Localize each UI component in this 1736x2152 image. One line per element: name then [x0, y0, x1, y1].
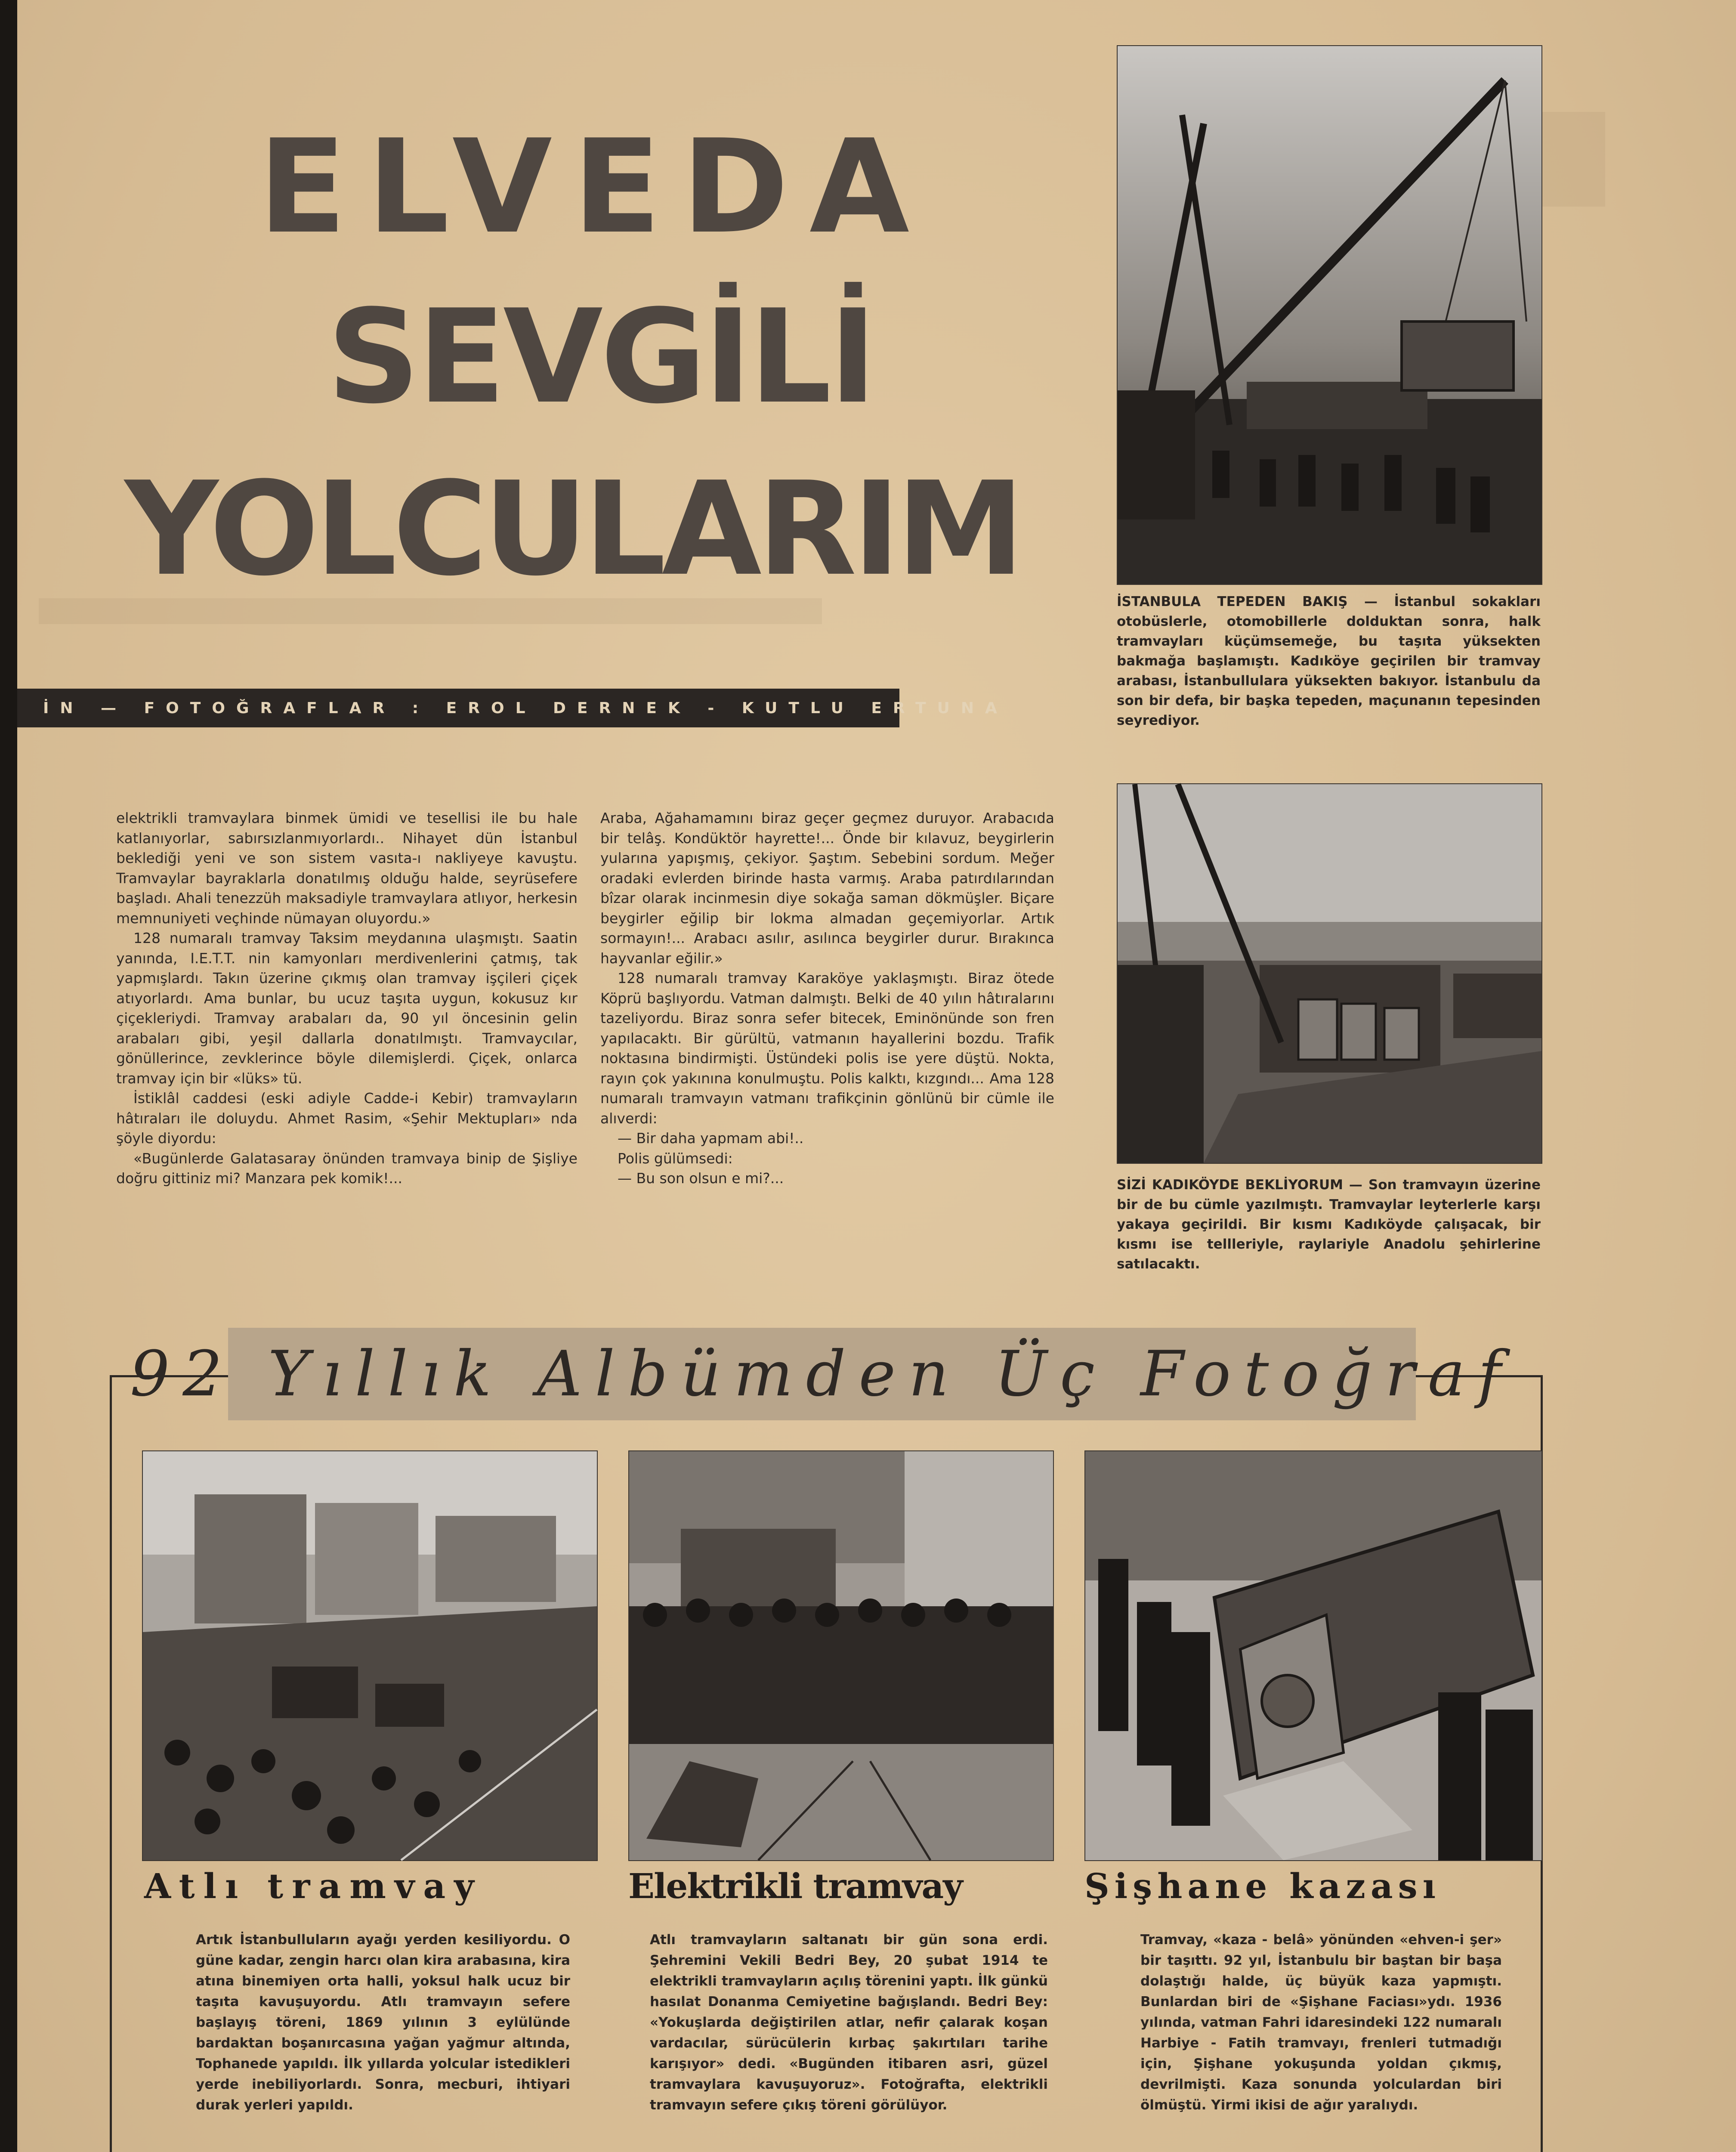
article-paragraph: — Bir daha yapmam abi!..	[618, 1130, 804, 1147]
electric-tram-ceremony-photo	[628, 1450, 1054, 1861]
article-paragraph: «Bugünlerde Galatasaray önünden tramvaya binip de Şişliye doğru gittiniz mi? Manzara pek komik!...	[116, 1150, 578, 1187]
headline-line-1: ELVEDA	[258, 112, 930, 262]
album-text-sishane-kazasi: Tramvay, «kaza - belâ» yönünden «ehven-i şer» bir taşıttı. 92 yıl, İstanbulu bir baştan bir başa dolaştığı halde, üç büyük kaza yapmıştı. Bunlardan biri de «Şişhane Faciası»ydı. 1936 yılında, vatman Fahri idaresindeki 122 numaralı Harbiye - Fatih tramvayı, frenleri tutmadığı için, Şişhane yokuşunda yoldan çıkmış, devrilmişti. Kaza sonunda yolculardan biri ölmüştü. Yirmi ikisi de ağır yaralıydı.	[1140, 1932, 1502, 2113]
article-paragraph: — Bu son olsun e mi?...	[618, 1170, 784, 1187]
album-text-atli-tramvay: Artık İstanbulluların ayağı yerden kesiliyordu. O güne kadar, zengin harcı olan kira arabasına, kira atına binemiyen orta halli, yoksul halk ucuz bir taşıta kavuşuyordu. Atlı tramvayın sefere başlayış töreni, 1869 yılının 3 eylülünde bardaktan boşanırcasına yağan yağmur altında, Tophanede yapıldı. İlk yıllarda yolcular istedikleri yerde inebiliyorlardı. Sonra, mecburi, ihtiyari durak yerleri yapıldı.	[196, 1932, 570, 2113]
article-paragraph: Araba, Ağahamamını biraz geçer geçmez duruyor. Arabacıda bir telâş. Kondüktör hayrette!... Önde bir kılavuz, beygirlerin yularına yapışmış, çekiyor. Şaştım. Sebebini sordum. Meğer oradaki evlerden birinde hasta varmış. Araba patırdılarından bîzar olarak incinmesin diye sokağa saman dökmüşler. Biçare beygirler eğilip bir lokma almadan geçemiyorlar. Artık sormayın!... Arabacı asılır, asılınca beygirler durur. Bırakınca hayvanlar eğilir.»	[600, 810, 1054, 967]
headline-line-2: SEVGİLİ	[327, 282, 874, 432]
caption-istanbula-tepeden: İSTANBULA TEPEDEN BAKIŞ — İstanbul sokakları otobüslerle, otomobillerle dolduktan sonra, halk tramvayları küçümsemeğe, bu taşıta yüksekten bakmağa başlamıştı. Kadıköye geçirilen bir tramvay arabası, İstanbullulara yüksekten bakıyor. İstanbulu da son bir defa, bir başka tepeden, maçunanın tepesinden seyrediyor.	[1117, 594, 1541, 728]
article-paragraph: 128 numaralı tramvay Karaköye yaklaşmıştı. Biraz ötede Köprü başlıyordu. Vatman dalmıştı. Belki de 40 yılın hâtıralarını tazeliyordu. Biraz sonra sefer bitecek, Eminönünde son fren yapılacaktı. Bir gürültü, vatmanın hayallerini bozdu. Trafik noktasına bindirmişti. Üstündeki polis ise yere düştü. Nokta, rayın çok yakınına konulmuştu. Polis kalktı, kızgındı... Ama 128 numaralı tramvayın vatmanı trafikçinin gönlünü bir cümle ile alıverdi:	[600, 970, 1054, 1127]
photo-credit-bar	[17, 689, 1008, 727]
sishane-accident-photo	[1084, 1450, 1542, 1861]
album-heading-sishane-kazasi: Şişhane kazası	[1084, 1866, 1441, 1906]
article-paragraph: elektrikli tramvaylara binmek ümidi ve tesellisi ile bu hale katlanıyorlar, sabırsızlanmıyorlardı.. Nihayet dün İstanbul beklediği yeni ve son sistem vasıta-ı nakliyeye kavuştu. Tramvaylar bayraklarla donatılmış olduğu halde, seyrüsefere başladı. Ahali tenezzüh maksadiyle tramvaylara atlıyor, herkesin memnuniyeti veçhinde nümayan oluyordu.»	[116, 810, 578, 927]
caption-sizi-kadikoyde: SİZİ KADIKÖYDE BEKLİYORUM — Son tramvayın üzerine bir de bu cümle yazılmıştı. Tramvaylar leyterlerle karşı yakaya geçirildi. Bir kısmı Kadıköyde çalışacak, bir kısmı ise tellleriyle, raylariyle Anadolu şehirlerine satılacaktı.	[1117, 1177, 1541, 1272]
crane-tram-photo-art	[1118, 46, 1541, 584]
horse-tram-photo-art	[143, 1451, 597, 1860]
barge-tram-photo-art	[1118, 784, 1541, 1163]
album-title: 92 Yıllık Albümden Üç Fotoğraf	[130, 1338, 1514, 1410]
photo-credit-text: İN — FOTOĞRAFLAR : EROL DERNEK - KUTLU ERTUNA	[43, 699, 1008, 717]
article-column-2	[600, 808, 1054, 1189]
electric-tram-ceremony-photo-art	[629, 1451, 1053, 1860]
article-paragraph: Polis gülümsedi:	[618, 1150, 733, 1167]
article-column-1	[116, 808, 578, 1189]
album-text-elektrikli-tramvay: Atlı tramvayların saltanatı bir gün sona erdi. Şehremini Vekili Bedri Bey, 20 şubat 1914 te elektrikli tramvayların açılış törenini yaptı. İlk günkü hasılat Donanma Cemiyetine bağışlandı. Bedri Bey: «Yokuşlarda değiştirilen atlar, nefir çalarak koşan vardacılar, sürücülerin kırbaç şakırtıları tarihe karışıyor» dedi. «Bugünden itibaren asri, güzel tramvaylara kavuşuyoruz». Fotoğrafta, elektrikli tramvayın sefere çıkış töreni görülüyor.	[650, 1932, 1048, 2113]
album-heading-elektrikli-tramvay: Elektrikli tramvay	[628, 1866, 962, 1906]
headline-line-3: YOLCULARIM	[125, 454, 1021, 604]
sishane-accident-photo-art	[1085, 1451, 1541, 1860]
barge-tram-photo	[1117, 783, 1542, 1164]
album-title-banner	[130, 1328, 1514, 1420]
album-heading-atli-tramvay: Atlı tramvay	[144, 1866, 483, 1906]
article-paragraph: 128 numaralı tramvay Taksim meydanına ulaşmıştı. Saatin yanında, I.E.T.T. nin kamyonları merdivenlerini çatmış, tak yapmışlardı. Takın üzerine çıkmış olan tramvay işçileri çiçek atıyorlardı. Ama bunlar, bu ucuz taşıta uygun, kokusuz kır çiçekleriydi. Tramvay arabaları da, 90 yıl öncesinin gelin arabaları gibi, yeşil dallarla donatılmıştı. Tramvaycılar, gönüllerince, zevklerince böyle dilemişlerdi. Çiçek, onlarca tramvay için bir «lüks» tü.	[116, 930, 578, 1087]
torn-edge-left	[0, 0, 17, 2152]
crane-tram-photo	[1117, 45, 1542, 585]
article-paragraph: İstiklâl caddesi (eski adiyle Cadde-i Kebir) tramvayların hâtıraları ile doluydu. Ahmet Rasim, «Şehir Mektupları» nda şöyle diyordu:	[116, 1090, 578, 1147]
horse-tram-photo	[142, 1450, 598, 1861]
